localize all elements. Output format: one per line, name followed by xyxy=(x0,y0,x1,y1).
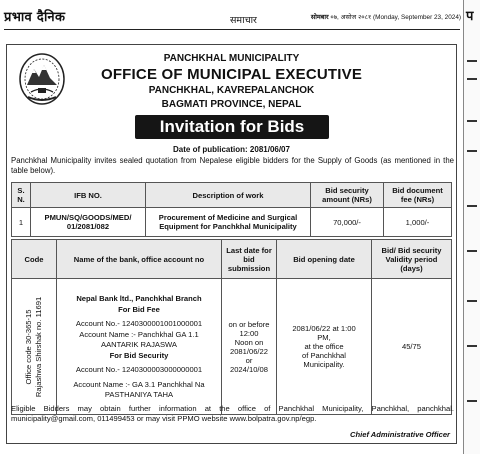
col-header-validity: Bid/ Bid security Validity period (days) xyxy=(372,240,452,279)
table-header-row xyxy=(12,240,452,279)
revenue-head-no: Rajashwa Shirshak no. 11691 xyxy=(34,296,43,397)
signature: Chief Administrative Officer xyxy=(349,430,450,439)
notice-title-banner: Invitation for Bids xyxy=(135,115,329,139)
org-address: PANCHKHAL, KAVREPALANCHOK xyxy=(148,85,315,96)
strip-mark xyxy=(467,78,477,80)
cell-sn: 1 xyxy=(12,208,31,237)
last-date-line: Noon on xyxy=(234,337,264,347)
org-office: OFFICE OF MUNICIPAL EXECUTIVE xyxy=(100,66,363,83)
last-date-line: 2024/10/08 xyxy=(229,364,268,374)
table-row xyxy=(12,208,452,237)
strip-mark xyxy=(467,400,477,402)
intro-paragraph: Panchkhal Municipality invites sealed quotation from Nepalese eligible bidders for the Supply of Goods (as mentioned in the table below). xyxy=(11,156,454,175)
cell-bank xyxy=(57,279,222,415)
adjacent-column-strip xyxy=(463,0,480,454)
col-header-sn: S. N. xyxy=(12,183,31,208)
submission-table xyxy=(11,239,452,415)
cell-fee: 1,000/- xyxy=(384,208,452,237)
strip-mark xyxy=(467,120,477,122)
cell-description: Procurement of Medicine and Surgical Equipment for Panchkhal Municipality xyxy=(146,208,311,237)
header-rule xyxy=(4,29,460,30)
col-header-ifb: IFB NO. xyxy=(31,183,146,208)
newspaper-header xyxy=(0,0,463,32)
security-account-name-cont: PASTHANIYA TAHA xyxy=(104,390,174,400)
dateline-day: सोमबार xyxy=(310,14,329,21)
cell-security: 70,000/- xyxy=(311,208,384,237)
fee-account-name-cont: AANTARIK RAJASWA xyxy=(101,340,177,350)
col-header-fee: Bid document fee (NRs) xyxy=(384,183,452,208)
strip-mark xyxy=(467,150,477,152)
opening-line: at the office xyxy=(304,342,344,351)
col-header-bank: Name of the bank, office account no xyxy=(57,240,222,279)
masthead: प्रभाव दैनिक xyxy=(4,10,66,25)
office-code: Office code 30-365-15 xyxy=(24,308,33,385)
cell-last-date xyxy=(222,279,277,415)
table-header-row xyxy=(12,183,452,208)
fee-account-name: Account Name :- Panchkhal GA 1.1 xyxy=(79,329,199,339)
goods-table xyxy=(11,182,452,237)
org-province: BAGMATI PROVINCE, NEPAL xyxy=(161,99,302,110)
last-date-line: on or before xyxy=(228,319,270,329)
col-header-security: Bid security amount (NRs) xyxy=(311,183,384,208)
fee-heading: For Bid Fee xyxy=(118,304,160,314)
security-heading: For Bid Security xyxy=(109,350,169,360)
fee-account-no: Account No.- 1240300001001000001 xyxy=(75,319,203,329)
table-row xyxy=(12,279,452,415)
section-label: समाचार xyxy=(230,15,257,26)
bid-notice xyxy=(6,44,457,444)
office-code-text xyxy=(24,296,44,396)
strip-mark xyxy=(467,60,477,62)
strip-mark xyxy=(467,345,477,347)
col-header-opening: Bid opening date xyxy=(277,240,372,279)
dateline-date: ०७, असोज २०८१ (Monday, September 23, 2024) xyxy=(330,14,461,21)
opening-line: Municipality. xyxy=(303,360,345,369)
cell-code xyxy=(12,279,57,415)
publication-date: Date of publication: 2081/06/07 xyxy=(173,145,290,154)
bank-branch: Nepal Bank ltd., Panchkhal Branch xyxy=(76,294,202,304)
footer-info: Eligible Bidders may obtain further information at the office of Panchkhal Municipality, Panchkhal, panchkhal. municipality@gmail.com, 011499453 or may visit PPMO website www.bolpatra.gov.np/egp. xyxy=(11,404,454,423)
last-date-line: 12:00 xyxy=(239,328,259,338)
org-municipality: PANCHKHAL MUNICIPALITY xyxy=(163,53,300,64)
col-header-code: Code xyxy=(12,240,57,279)
dateline xyxy=(311,12,461,21)
opening-line: of Panchkhal xyxy=(302,351,346,360)
adjacent-glyph: प xyxy=(466,8,474,23)
strip-mark xyxy=(467,300,477,302)
last-date-line: 2081/06/22 xyxy=(229,346,268,356)
cell-opening xyxy=(277,279,372,415)
security-account-no: Account No.- 1240300003000000001 xyxy=(75,365,203,375)
strip-mark xyxy=(467,205,477,207)
cell-ifb: PMUN/SQ/GOODS/MED/ 01/2081/082 xyxy=(31,208,146,237)
cell-validity: 45/75 xyxy=(372,279,452,415)
col-header-last-date: Last date for bid submission xyxy=(222,240,277,279)
opening-line: PM, xyxy=(317,333,331,342)
security-account-name: Account Name :- GA 3.1 Panchkhal Na xyxy=(73,379,205,389)
opening-line: 2081/06/22 at 1:00 xyxy=(292,324,356,333)
last-date-line: or xyxy=(245,355,253,365)
strip-mark xyxy=(467,250,477,252)
col-header-description: Description of work xyxy=(146,183,311,208)
